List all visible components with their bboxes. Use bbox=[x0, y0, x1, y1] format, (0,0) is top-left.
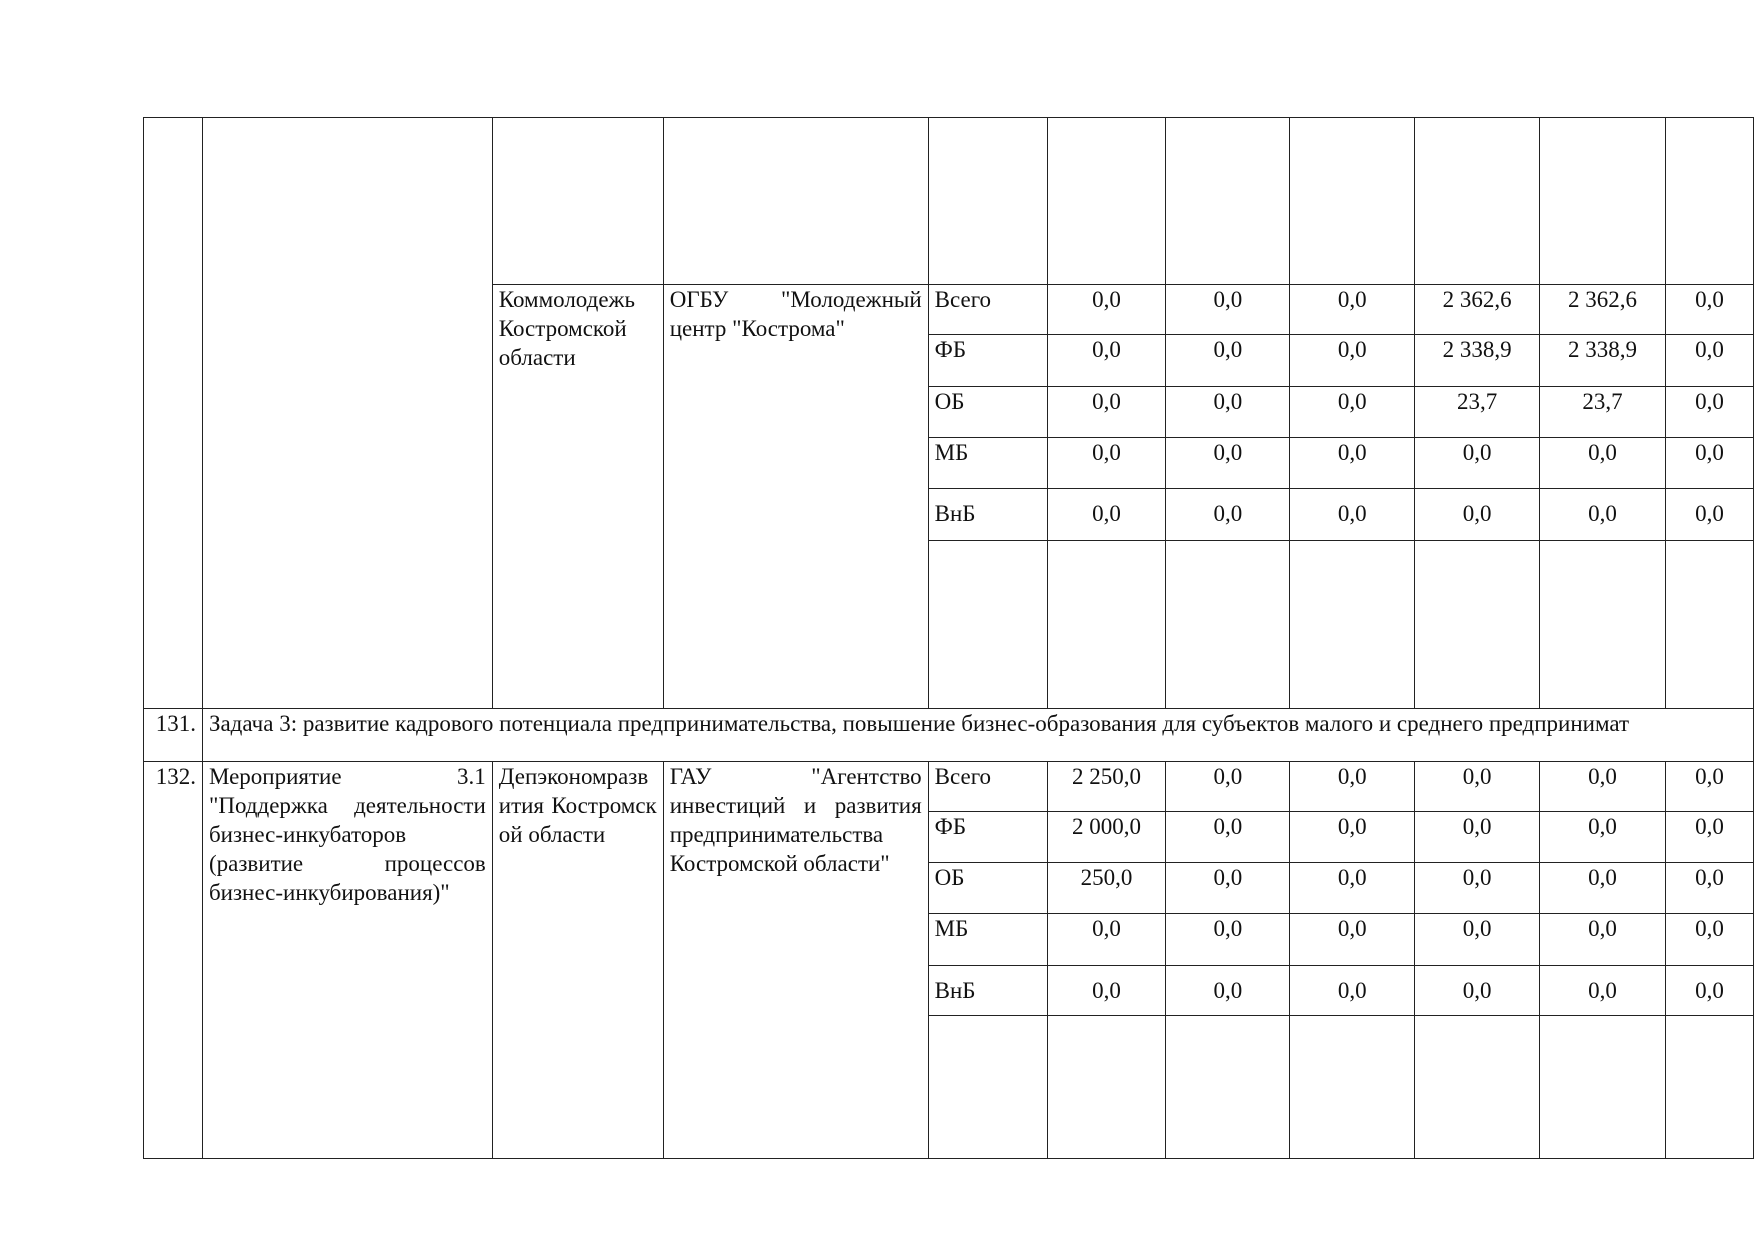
value-cell: 2 362,6 bbox=[1540, 285, 1666, 335]
value-cell: 0,0 bbox=[1166, 863, 1290, 914]
value-cell: 0,0 bbox=[1665, 863, 1753, 914]
value-cell: 0,0 bbox=[1290, 335, 1415, 387]
value-cell: 0,0 bbox=[1665, 387, 1753, 438]
empty-cell bbox=[1290, 541, 1415, 709]
empty-cell bbox=[1047, 118, 1166, 285]
value-cell: 0,0 bbox=[1166, 914, 1290, 966]
measure-name-cell: Мероприятие 3.1 "Поддержка деятельности бизнес-инкубаторов (развитие процессов бизнес-инкубирования)" bbox=[202, 762, 492, 1159]
source-label: Всего bbox=[928, 762, 1047, 812]
value-cell: 0,0 bbox=[1540, 762, 1666, 812]
value-cell: 0,0 bbox=[1047, 335, 1166, 387]
value-cell: 0,0 bbox=[1665, 812, 1753, 863]
value-cell: 2 338,9 bbox=[1415, 335, 1540, 387]
empty-cell bbox=[1047, 541, 1166, 709]
table-row bbox=[144, 762, 1754, 812]
empty-cell bbox=[1540, 118, 1666, 285]
source-label: Всего bbox=[928, 285, 1047, 335]
responsible-cell: Коммолодежь Костромской области bbox=[492, 285, 663, 709]
value-cell: 0,0 bbox=[1290, 762, 1415, 812]
empty-cell bbox=[1166, 541, 1290, 709]
value-cell: 0,0 bbox=[1540, 489, 1666, 541]
value-cell: 0,0 bbox=[1415, 438, 1540, 489]
value-cell: 0,0 bbox=[1665, 489, 1753, 541]
value-cell: 0,0 bbox=[1415, 812, 1540, 863]
value-cell: 0,0 bbox=[1290, 812, 1415, 863]
value-cell: 0,0 bbox=[1166, 438, 1290, 489]
value-cell: 0,0 bbox=[1290, 387, 1415, 438]
value-cell: 0,0 bbox=[1415, 863, 1540, 914]
value-cell: 0,0 bbox=[1540, 812, 1666, 863]
empty-cell bbox=[663, 118, 928, 285]
empty-cell bbox=[1415, 1016, 1540, 1159]
empty-cell bbox=[1166, 1016, 1290, 1159]
source-label: МБ bbox=[928, 914, 1047, 966]
value-cell: 0,0 bbox=[1290, 914, 1415, 966]
empty-cell bbox=[1665, 118, 1753, 285]
empty-cell bbox=[1415, 118, 1540, 285]
value-cell: 0,0 bbox=[1047, 438, 1166, 489]
empty-cell bbox=[1290, 1016, 1415, 1159]
value-cell: 0,0 bbox=[1166, 335, 1290, 387]
value-cell: 0,0 bbox=[1415, 914, 1540, 966]
source-label: ФБ bbox=[928, 812, 1047, 863]
value-cell: 0,0 bbox=[1540, 438, 1666, 489]
value-cell: 0,0 bbox=[1290, 285, 1415, 335]
value-cell: 2 338,9 bbox=[1540, 335, 1666, 387]
executor-cell: ГАУ "Агентство инвестиций и развития предпринимательства Костромской области" bbox=[663, 762, 928, 1159]
value-cell: 23,7 bbox=[1415, 387, 1540, 438]
executor-cell: ОГБУ "Молодежный центр "Кострома" bbox=[663, 285, 928, 709]
empty-cell bbox=[1166, 118, 1290, 285]
source-label: ВнБ bbox=[928, 966, 1047, 1016]
value-cell: 0,0 bbox=[1166, 762, 1290, 812]
row-index: 131. bbox=[144, 709, 203, 762]
value-cell: 0,0 bbox=[1166, 966, 1290, 1016]
empty-cell bbox=[928, 118, 1047, 285]
responsible-cell: Депэкономразвития Костромской области bbox=[492, 762, 663, 1159]
source-label: ОБ bbox=[928, 863, 1047, 914]
task-row bbox=[144, 709, 1754, 762]
value-cell: 0,0 bbox=[1166, 387, 1290, 438]
value-cell: 0,0 bbox=[1166, 812, 1290, 863]
value-cell: 0,0 bbox=[1047, 285, 1166, 335]
value-cell: 0,0 bbox=[1665, 285, 1753, 335]
value-cell: 0,0 bbox=[1665, 762, 1753, 812]
value-cell: 0,0 bbox=[1665, 966, 1753, 1016]
value-cell: 0,0 bbox=[1665, 438, 1753, 489]
empty-cell bbox=[928, 1016, 1047, 1159]
name-cell-empty bbox=[202, 118, 492, 709]
value-cell: 2 000,0 bbox=[1047, 812, 1166, 863]
empty-cell bbox=[1290, 118, 1415, 285]
value-cell: 0,0 bbox=[1540, 966, 1666, 1016]
value-cell: 0,0 bbox=[1415, 489, 1540, 541]
value-cell: 0,0 bbox=[1047, 914, 1166, 966]
value-cell: 2 250,0 bbox=[1047, 762, 1166, 812]
empty-cell bbox=[1665, 541, 1753, 709]
value-cell: 0,0 bbox=[1047, 489, 1166, 541]
value-cell: 0,0 bbox=[1290, 489, 1415, 541]
value-cell: 0,0 bbox=[1290, 863, 1415, 914]
empty-cell bbox=[1047, 1016, 1166, 1159]
value-cell: 0,0 bbox=[1415, 966, 1540, 1016]
value-cell: 0,0 bbox=[1290, 966, 1415, 1016]
value-cell: 0,0 bbox=[1166, 285, 1290, 335]
value-cell: 23,7 bbox=[1540, 387, 1666, 438]
empty-cell bbox=[1665, 1016, 1753, 1159]
carryover-row bbox=[144, 118, 1754, 285]
value-cell: 0,0 bbox=[1047, 966, 1166, 1016]
empty-cell bbox=[928, 541, 1047, 709]
source-label: ВнБ bbox=[928, 489, 1047, 541]
value-cell: 0,0 bbox=[1047, 387, 1166, 438]
task-title: Задача 3: развитие кадрового потенциала предпринимательства, повышение бизнес-образования для субъектов малого и среднего предпринимат bbox=[202, 709, 1753, 762]
value-cell: 0,0 bbox=[1415, 762, 1540, 812]
empty-cell bbox=[1415, 541, 1540, 709]
row-index: 132. bbox=[144, 762, 203, 1159]
value-cell: 250,0 bbox=[1047, 863, 1166, 914]
value-cell: 2 362,6 bbox=[1415, 285, 1540, 335]
empty-cell bbox=[492, 118, 663, 285]
empty-cell bbox=[1540, 541, 1666, 709]
value-cell: 0,0 bbox=[1665, 914, 1753, 966]
index-cell-empty bbox=[144, 118, 203, 709]
value-cell: 0,0 bbox=[1166, 489, 1290, 541]
source-label: МБ bbox=[928, 438, 1047, 489]
value-cell: 0,0 bbox=[1290, 438, 1415, 489]
empty-cell bbox=[1540, 1016, 1666, 1159]
value-cell: 0,0 bbox=[1540, 914, 1666, 966]
value-cell: 0,0 bbox=[1665, 335, 1753, 387]
source-label: ФБ bbox=[928, 335, 1047, 387]
funding-table bbox=[143, 117, 1754, 1159]
value-cell: 0,0 bbox=[1540, 863, 1666, 914]
source-label: ОБ bbox=[928, 387, 1047, 438]
